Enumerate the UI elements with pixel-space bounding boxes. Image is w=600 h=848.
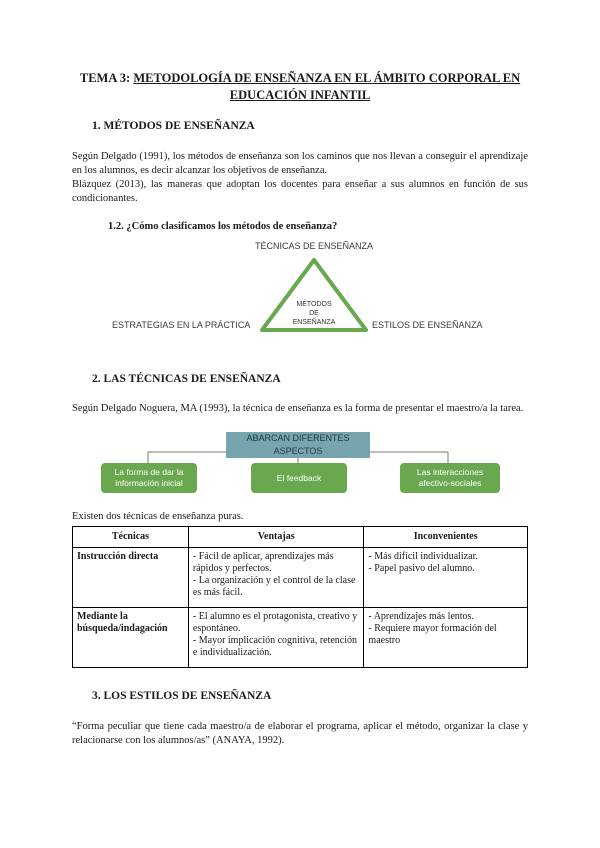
technique-line2: búsqueda/indagación [77, 623, 168, 634]
section2-para: Según Delgado Noguera, MA (1993), la técnica de enseñanza es la forma de presentar el maestro/a la tarea. [72, 403, 524, 414]
triangle-center-line1: MÉTODOS [296, 301, 332, 308]
aspect-box-interactions-line1: Las interacciones [416, 467, 484, 477]
table-cell-advantages [188, 608, 364, 668]
title-line1: METODOLOGÍA DE ENSEÑANZA EN EL ÁMBITO CORPORAL EN [133, 71, 521, 85]
table-header-techniques: Técnicas [73, 527, 189, 548]
disadvantage-item: - Papel pasivo del alumno. [368, 563, 475, 574]
table-row [73, 608, 528, 668]
table-cell-technique: Instrucción directa [73, 548, 189, 608]
section1-subheading: 1.2. ¿Cómo clasificamos los métodos de enseñanza? [108, 221, 338, 232]
advantage-item: - Mayor implicación cognitiva, retención e individualización. [192, 635, 358, 658]
section3-quote: “Forma peculiar que tiene cada maestro/a de elaborar el programa, aplicar el método, organizar la clase y relacionarse con los alumnos/as” (ANAYA, 1992). [72, 721, 528, 746]
triangle-center-line3: ENSEÑANZA [292, 319, 336, 326]
disadvantage-item: - Requiere mayor formación del maestro [368, 623, 497, 646]
techniques-intro: Existen dos técnicas de enseñanza puras. [72, 511, 244, 522]
techniques-table [72, 526, 528, 668]
table-cell-disadvantages [364, 608, 528, 668]
aspect-box-interactions-line2: afectivo-sociales [418, 478, 482, 488]
aspect-box-information [101, 463, 197, 493]
section1-para2: Blázquez (2013), las maneras que adoptan los docentes para enseñar a sus alumnos en función de sus condicionantes. [72, 179, 528, 204]
advantage-item: - La organización y el control de la clase es más fácil. [192, 575, 356, 598]
aspect-box-information-line2: información inicial [115, 478, 183, 488]
table-row [73, 548, 528, 608]
triangle-top-label: TÉCNICAS DE ENSEÑANZA [255, 241, 374, 251]
section1-para1: Según Delgado (1991), los métodos de enseñanza son los caminos que nos llevan a conseguir el aprendizaje en los alumnos, es decir alcanzar los objetivos de enseñanza. [72, 151, 528, 176]
technique-line1: Mediante la [77, 611, 128, 622]
triangle-center-line2: DE [309, 310, 319, 317]
table-header-row [73, 527, 528, 548]
table-cell-technique [73, 608, 189, 668]
aspect-box-information-line1: La forma de dar la [114, 467, 184, 477]
section1-heading: 1. MÉTODOS DE ENSEÑANZA [92, 120, 255, 132]
advantage-item: - El alumno es el protagonista, creativo y espontáneo. [192, 611, 358, 634]
aspect-box-feedback: El feedback [251, 463, 347, 493]
table-cell-advantages [188, 548, 364, 608]
table-cell-disadvantages [364, 548, 528, 608]
disadvantage-item: - Más difícil individualizar. [368, 551, 478, 562]
document-title [70, 70, 530, 104]
triangle-right-label: ESTILOS DE ENSEÑANZA [372, 320, 483, 330]
disadvantage-item: - Aprendizajes más lentos. [368, 611, 474, 622]
triangle-center-text [284, 300, 344, 327]
section3-heading: 3. LOS ESTILOS DE ENSEÑANZA [92, 690, 272, 702]
advantage-item: - Fácil de aplicar, aprendizajes más rápidos y perfectos. [192, 551, 334, 574]
title-prefix: TEMA 3: [79, 71, 134, 85]
section2-heading: 2. LAS TÉCNICAS DE ENSEÑANZA [92, 373, 281, 385]
table-header-disadvantages: Inconvenientes [364, 527, 528, 548]
table-header-advantages: Ventajas [188, 527, 364, 548]
aspect-box-interactions [400, 463, 500, 493]
triangle-left-label: ESTRATEGIAS EN LA PRÁCTICA [112, 320, 251, 330]
aspects-banner: ABARCAN DIFERENTES ASPECTOS [226, 432, 370, 458]
title-line2: EDUCACIÓN INFANTIL [229, 88, 371, 102]
